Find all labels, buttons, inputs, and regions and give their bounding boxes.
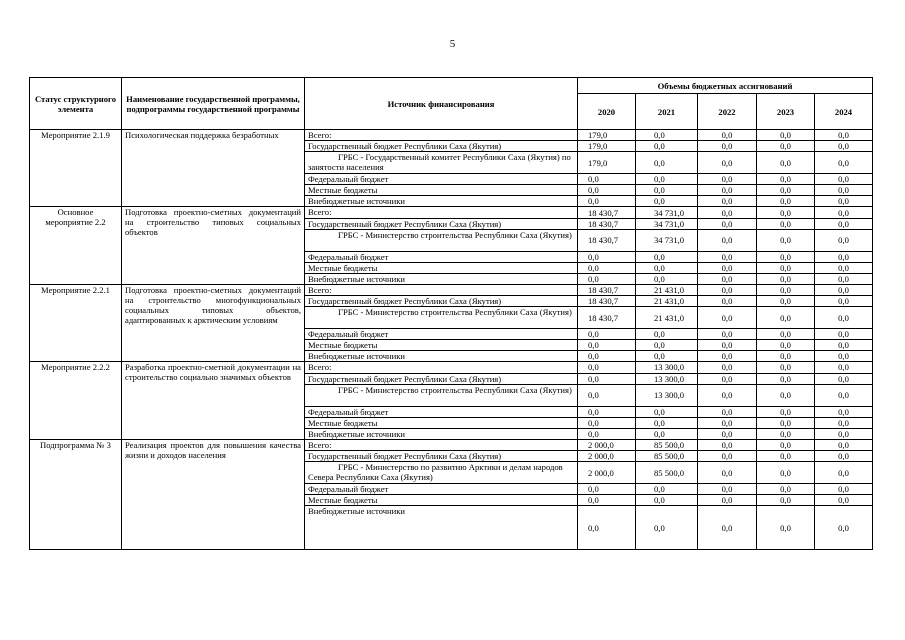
funding-source: Государственный бюджет Республики Саха (Якутия) [305, 450, 578, 461]
budget-value: 0,0 [815, 329, 873, 340]
budget-value: 0,0 [578, 417, 636, 428]
budget-value: 0,0 [757, 251, 815, 262]
budget-value: 0,0 [636, 484, 698, 495]
funding-source: Всего: [305, 362, 578, 373]
budget-value: 0,0 [698, 329, 757, 340]
budget-value: 21 431,0 [636, 307, 698, 329]
budget-value: 0,0 [698, 406, 757, 417]
budget-value: 0,0 [698, 439, 757, 450]
budget-value: 13 300,0 [636, 384, 698, 406]
funding-source [305, 384, 578, 406]
budget-value: 0,0 [757, 340, 815, 351]
budget-value: 0,0 [815, 174, 873, 185]
table-body [30, 130, 873, 550]
budget-value: 0,0 [698, 229, 757, 251]
budget-value: 0,0 [698, 384, 757, 406]
header-year: 2022 [698, 94, 757, 130]
budget-value: 0,0 [578, 506, 636, 550]
budget-value: 0,0 [815, 406, 873, 417]
budget-value: 0,0 [578, 428, 636, 439]
funding-source: Федеральный бюджет [305, 174, 578, 185]
budget-value: 18 430,7 [578, 296, 636, 307]
budget-value: 0,0 [815, 273, 873, 284]
budget-value: 0,0 [698, 428, 757, 439]
budget-value: 0,0 [815, 428, 873, 439]
budget-value: 179,0 [578, 152, 636, 174]
funding-source: Внебюджетные источники [305, 196, 578, 207]
budget-value: 0,0 [698, 141, 757, 152]
budget-value: 18 430,7 [578, 207, 636, 218]
budget-value: 0,0 [815, 417, 873, 428]
funding-source: Всего: [305, 284, 578, 295]
budget-value: 0,0 [757, 273, 815, 284]
budget-value: 0,0 [757, 428, 815, 439]
budget-value: 0,0 [757, 362, 815, 373]
budget-value: 0,0 [698, 450, 757, 461]
budget-value: 0,0 [578, 351, 636, 362]
funding-source: Местные бюджеты [305, 417, 578, 428]
budget-value: 85 500,0 [636, 450, 698, 461]
budget-value: 85 500,0 [636, 439, 698, 450]
budget-value: 0,0 [698, 174, 757, 185]
budget-value: 18 430,7 [578, 307, 636, 329]
funding-source [305, 152, 578, 174]
budget-value: 34 731,0 [636, 218, 698, 229]
funding-source [305, 307, 578, 329]
budget-value: 34 731,0 [636, 229, 698, 251]
budget-value: 13 300,0 [636, 373, 698, 384]
header-source: Источник финансирования [305, 78, 578, 130]
budget-value: 0,0 [578, 273, 636, 284]
budget-value: 0,0 [636, 506, 698, 550]
budget-value: 2 000,0 [578, 450, 636, 461]
funding-source: Государственный бюджет Республики Саха (Якутия) [305, 141, 578, 152]
budget-value: 0,0 [636, 417, 698, 428]
funding-source: Внебюджетные источники [305, 428, 578, 439]
budget-value: 0,0 [636, 428, 698, 439]
budget-value: 0,0 [636, 141, 698, 152]
budget-value: 0,0 [698, 251, 757, 262]
budget-value: 0,0 [578, 373, 636, 384]
budget-value: 179,0 [578, 141, 636, 152]
budget-value: 0,0 [757, 484, 815, 495]
budget-value: 0,0 [578, 384, 636, 406]
budget-value: 0,0 [698, 296, 757, 307]
budget-value: 0,0 [698, 284, 757, 295]
structural-status: Мероприятие 2.2.2 [30, 362, 122, 439]
budget-value: 0,0 [815, 152, 873, 174]
budget-value: 0,0 [757, 229, 815, 251]
funding-source: Местные бюджеты [305, 262, 578, 273]
header-year: 2020 [578, 94, 636, 130]
budget-value: 0,0 [757, 373, 815, 384]
funding-source-text: ГРБС - Министерство строительства Республики Саха (Якутия) [338, 307, 572, 318]
budget-value: 0,0 [578, 196, 636, 207]
budget-value: 0,0 [636, 174, 698, 185]
budget-value: 18 430,7 [578, 229, 636, 251]
budget-value: 0,0 [698, 273, 757, 284]
budget-value: 0,0 [578, 495, 636, 506]
budget-value: 0,0 [815, 495, 873, 506]
budget-value: 0,0 [698, 207, 757, 218]
budget-value: 0,0 [636, 196, 698, 207]
budget-value: 0,0 [815, 218, 873, 229]
budget-value: 0,0 [698, 417, 757, 428]
budget-value: 0,0 [636, 351, 698, 362]
budget-value: 0,0 [578, 185, 636, 196]
budget-value: 0,0 [757, 439, 815, 450]
funding-source-text: ГРБС - Министерство строительства Республики Саха (Якутия) [338, 229, 572, 240]
budget-value: 0,0 [757, 196, 815, 207]
funding-source: Федеральный бюджет [305, 251, 578, 262]
budget-value: 0,0 [578, 174, 636, 185]
budget-value: 0,0 [757, 307, 815, 329]
structural-status: Подпрограмма № 3 [30, 439, 122, 549]
header-year: 2023 [757, 94, 815, 130]
budget-value: 2 000,0 [578, 462, 636, 484]
funding-source: Государственный бюджет Республики Саха (Якутия) [305, 373, 578, 384]
program-name: Реализация проектов для повышения качества жизни и доходов населения [122, 439, 305, 549]
budget-value: 0,0 [578, 340, 636, 351]
budget-value: 0,0 [578, 262, 636, 273]
budget-value: 0,0 [757, 262, 815, 273]
funding-source [305, 229, 578, 251]
budget-value: 21 431,0 [636, 296, 698, 307]
funding-source: Местные бюджеты [305, 340, 578, 351]
budget-value: 0,0 [698, 484, 757, 495]
budget-value: 0,0 [815, 439, 873, 450]
funding-source: Местные бюджеты [305, 495, 578, 506]
page-number: 5 [449, 38, 456, 50]
budget-value: 0,0 [757, 284, 815, 295]
funding-source: Государственный бюджет Республики Саха (Якутия) [305, 218, 578, 229]
budget-value: 0,0 [757, 141, 815, 152]
budget-value: 179,0 [578, 130, 636, 141]
structural-status: Основное мероприятие 2.2 [30, 207, 122, 284]
budget-value: 0,0 [815, 196, 873, 207]
budget-value: 0,0 [757, 506, 815, 550]
budget-value: 0,0 [636, 340, 698, 351]
budget-value: 0,0 [578, 484, 636, 495]
budget-value: 0,0 [698, 307, 757, 329]
budget-value: 0,0 [636, 251, 698, 262]
budget-value: 0,0 [757, 207, 815, 218]
table-row [30, 284, 873, 295]
budget-value: 13 300,0 [636, 362, 698, 373]
budget-value: 0,0 [815, 141, 873, 152]
header-volumes: Объемы бюджетных ассигнований [578, 78, 873, 94]
program-name: Подготовка проектно-сметных документаций на строительство многофункциональных социальных типовых объектов, адаптированных к арктическим условиям [122, 284, 305, 361]
budget-value: 0,0 [815, 462, 873, 484]
budget-value: 0,0 [815, 284, 873, 295]
structural-status: Мероприятие 2.1.9 [30, 130, 122, 207]
funding-source-text: ГРБС - Государственный комитет Республики Саха (Якутия) по занятости населения [308, 152, 571, 173]
budget-value: 0,0 [636, 273, 698, 284]
budget-value: 0,0 [815, 207, 873, 218]
header-name: Наименование государственной программы, подпрограммы государственной программы [122, 78, 305, 130]
funding-source: Всего: [305, 130, 578, 141]
budget-value: 0,0 [757, 296, 815, 307]
budget-value: 0,0 [698, 506, 757, 550]
budget-value: 0,0 [815, 484, 873, 495]
budget-value: 0,0 [815, 384, 873, 406]
budget-value: 0,0 [698, 152, 757, 174]
header-year: 2024 [815, 94, 873, 130]
budget-value: 0,0 [698, 351, 757, 362]
budget-value: 0,0 [578, 329, 636, 340]
budget-value: 0,0 [698, 373, 757, 384]
budget-value: 85 500,0 [636, 462, 698, 484]
funding-source-text: ГРБС - Министерство по развитию Арктики и делам народов Севера Республики Саха (Якутия) [308, 462, 563, 483]
funding-source: Федеральный бюджет [305, 406, 578, 417]
table-row [30, 439, 873, 450]
budget-value: 0,0 [698, 196, 757, 207]
budget-value: 0,0 [636, 495, 698, 506]
funding-source-text: ГРБС - Министерство строительства Республики Саха (Якутия) [338, 384, 572, 395]
budget-value: 18 430,7 [578, 218, 636, 229]
budget-value: 0,0 [578, 362, 636, 373]
budget-value: 0,0 [698, 362, 757, 373]
funding-source: Федеральный бюджет [305, 484, 578, 495]
budget-value: 0,0 [815, 307, 873, 329]
program-name: Подготовка проектно-сметных документаций на строительство типовых социальных объектов [122, 207, 305, 284]
funding-source [305, 462, 578, 484]
budget-value: 0,0 [815, 251, 873, 262]
table-row [30, 362, 873, 373]
header-year: 2021 [636, 94, 698, 130]
budget-value: 0,0 [757, 218, 815, 229]
budget-value: 0,0 [757, 329, 815, 340]
budget-value: 0,0 [815, 185, 873, 196]
budget-value: 0,0 [698, 262, 757, 273]
budget-value: 0,0 [757, 495, 815, 506]
budget-value: 0,0 [815, 373, 873, 384]
budget-value: 0,0 [815, 130, 873, 141]
budget-value: 0,0 [698, 218, 757, 229]
budget-value: 0,0 [698, 340, 757, 351]
budget-value: 0,0 [757, 417, 815, 428]
table-row [30, 207, 873, 218]
funding-source: Местные бюджеты [305, 185, 578, 196]
budget-value: 0,0 [578, 251, 636, 262]
table-row [30, 130, 873, 141]
program-name: Разработка проектно-сметной документации на строительство социально значимых объектов [122, 362, 305, 439]
budget-value: 0,0 [757, 174, 815, 185]
budget-value: 0,0 [698, 185, 757, 196]
funding-source: Внебюджетные источники [305, 506, 578, 550]
budget-value: 0,0 [578, 406, 636, 417]
budget-value: 0,0 [757, 462, 815, 484]
budget-value: 0,0 [636, 130, 698, 141]
budget-value: 0,0 [815, 296, 873, 307]
budget-allocation-table [29, 77, 873, 550]
budget-value: 0,0 [698, 495, 757, 506]
budget-value: 0,0 [815, 340, 873, 351]
budget-value: 0,0 [636, 262, 698, 273]
budget-value: 0,0 [757, 406, 815, 417]
budget-value: 0,0 [815, 351, 873, 362]
budget-value: 0,0 [757, 185, 815, 196]
budget-value: 0,0 [815, 262, 873, 273]
budget-value: 0,0 [815, 450, 873, 461]
budget-value: 0,0 [815, 506, 873, 550]
funding-source: Всего: [305, 439, 578, 450]
budget-value: 0,0 [757, 152, 815, 174]
budget-value: 0,0 [698, 462, 757, 484]
budget-value: 0,0 [815, 229, 873, 251]
budget-value: 2 000,0 [578, 439, 636, 450]
funding-source: Внебюджетные источники [305, 351, 578, 362]
budget-value: 21 431,0 [636, 284, 698, 295]
budget-value: 0,0 [757, 450, 815, 461]
funding-source: Государственный бюджет Республики Саха (Якутия) [305, 296, 578, 307]
budget-value: 18 430,7 [578, 284, 636, 295]
budget-value: 34 731,0 [636, 207, 698, 218]
funding-source: Внебюджетные источники [305, 273, 578, 284]
budget-value: 0,0 [757, 384, 815, 406]
structural-status: Мероприятие 2.2.1 [30, 284, 122, 361]
budget-value: 0,0 [636, 152, 698, 174]
header-status: Статус структурного элемента [30, 78, 122, 130]
program-name: Психологическая поддержка безработных [122, 130, 305, 207]
budget-value: 0,0 [757, 351, 815, 362]
funding-source: Федеральный бюджет [305, 329, 578, 340]
funding-source: Всего: [305, 207, 578, 218]
budget-value: 0,0 [815, 362, 873, 373]
budget-value: 0,0 [636, 406, 698, 417]
budget-value: 0,0 [757, 130, 815, 141]
budget-value: 0,0 [636, 185, 698, 196]
budget-value: 0,0 [698, 130, 757, 141]
budget-value: 0,0 [636, 329, 698, 340]
